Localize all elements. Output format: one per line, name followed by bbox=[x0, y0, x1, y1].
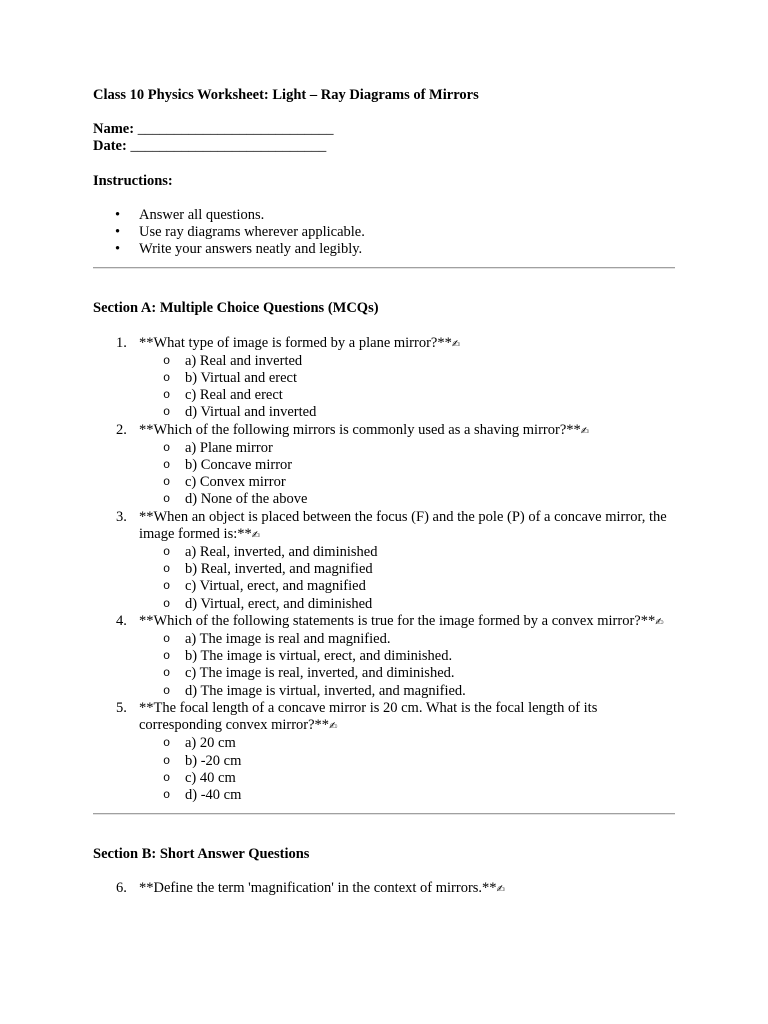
spacer bbox=[93, 104, 675, 121]
option-text: c) 40 cm bbox=[185, 769, 236, 786]
instruction-item: • Answer all questions. bbox=[139, 207, 675, 224]
options-list bbox=[139, 440, 675, 509]
option-text: a) Plane mirror bbox=[185, 439, 273, 456]
option-item bbox=[163, 370, 675, 387]
option-item bbox=[163, 578, 675, 595]
option-text: c) Virtual, erect, and magnified bbox=[185, 578, 366, 595]
section-b-heading: Section B: Short Answer Questions bbox=[93, 846, 310, 863]
name-label: Name: bbox=[93, 121, 135, 138]
option-text: c) The image is real, inverted, and diminished. bbox=[185, 665, 455, 682]
question-text-content: **Define the term 'magnification' in the context of mirrors.** bbox=[139, 880, 497, 897]
name-blank: ___________________________ bbox=[137, 121, 334, 138]
instruction-item: • Write your answers neatly and legibly. bbox=[139, 241, 675, 258]
option-item bbox=[163, 595, 675, 613]
option-text: b) The image is virtual, erect, and diminished. bbox=[185, 648, 453, 665]
option-text: c) Convex mirror bbox=[185, 474, 286, 491]
option-item bbox=[163, 439, 675, 457]
option-item bbox=[163, 404, 675, 421]
question-text bbox=[139, 335, 675, 353]
question-text bbox=[139, 422, 675, 440]
option-item bbox=[163, 786, 675, 804]
question-text-content: **Which of the following mirrors is commonly used as a shaving mirror?** bbox=[139, 421, 581, 438]
option-bullet: o bbox=[163, 492, 171, 507]
options-list bbox=[139, 353, 675, 422]
option-item bbox=[163, 474, 675, 491]
option-item bbox=[163, 387, 675, 404]
question-item bbox=[93, 613, 675, 700]
option-bullet: o bbox=[163, 388, 171, 403]
question-item bbox=[93, 335, 675, 422]
instruction-item: • Use ray diagrams wherever applicable. bbox=[139, 224, 675, 241]
question-number: 4. bbox=[116, 612, 127, 629]
writing-hand-icon: ✍ bbox=[329, 721, 338, 733]
option-bullet: o bbox=[163, 440, 171, 455]
instructions-list bbox=[93, 207, 675, 259]
instructions-heading: Instructions: bbox=[93, 172, 173, 189]
option-bullet: o bbox=[163, 579, 171, 594]
option-bullet: o bbox=[163, 596, 171, 611]
name-field bbox=[93, 121, 675, 138]
option-text: b) Concave mirror bbox=[185, 457, 293, 474]
question-number: 5. bbox=[116, 699, 127, 716]
worksheet-title: Class 10 Physics Worksheet: Light – Ray Diagrams of Mirrors bbox=[93, 87, 479, 103]
question-text-content: **When an object is placed between the focus (F) and the pole (P) of a concave mirror, the image formed is:** bbox=[139, 508, 667, 542]
option-bullet: o bbox=[163, 458, 171, 473]
option-item bbox=[163, 682, 675, 700]
option-text: a) Real, inverted, and diminished bbox=[185, 544, 378, 561]
option-bullet: o bbox=[163, 753, 171, 768]
option-bullet: o bbox=[163, 405, 171, 420]
question-text-content: **What type of image is formed by a plane mirror?** bbox=[139, 334, 452, 351]
option-item bbox=[163, 735, 675, 752]
option-bullet: o bbox=[163, 562, 171, 577]
writing-hand-icon: ✍ bbox=[251, 529, 261, 541]
section-a-heading: Section A: Multiple Choice Questions (MCQs) bbox=[93, 300, 379, 317]
option-text: b) Real, inverted, and magnified bbox=[185, 561, 373, 578]
option-item bbox=[163, 561, 675, 578]
question-text-content: **The focal length of a concave mirror is 20 cm. What is the focal length of its corresponding convex mirror?** bbox=[139, 699, 598, 734]
section-divider bbox=[93, 813, 675, 815]
options-list bbox=[139, 544, 675, 613]
option-text: b) Virtual and erect bbox=[185, 370, 297, 387]
question-number: 1. bbox=[116, 334, 127, 351]
option-item bbox=[163, 648, 675, 665]
date-blank: ___________________________ bbox=[130, 138, 327, 155]
writing-hand-icon: ✍ bbox=[451, 338, 461, 350]
section-a-questions bbox=[93, 335, 675, 804]
writing-hand-icon: ✍ bbox=[580, 425, 590, 437]
option-item bbox=[163, 491, 675, 508]
writing-hand-icon: ✍ bbox=[496, 884, 505, 896]
question-text-content: **Which of the following statements is true for the image formed by a convex mirror?** bbox=[139, 612, 656, 629]
question-item bbox=[93, 422, 675, 509]
option-item bbox=[163, 665, 675, 682]
question-text bbox=[139, 509, 675, 544]
writing-hand-icon: ✍ bbox=[655, 616, 664, 628]
option-text: a) Real and inverted bbox=[185, 352, 303, 369]
option-bullet: o bbox=[163, 475, 171, 490]
option-item bbox=[163, 544, 675, 561]
question-number: 6. bbox=[116, 880, 127, 897]
option-text: a) 20 cm bbox=[185, 735, 236, 752]
options-list bbox=[139, 631, 675, 700]
option-bullet: o bbox=[163, 371, 171, 386]
section-b-questions bbox=[93, 880, 675, 898]
option-text: d) None of the above bbox=[185, 491, 308, 508]
option-bullet: o bbox=[163, 632, 171, 647]
option-bullet: o bbox=[163, 666, 171, 681]
option-text: d) -40 cm bbox=[185, 786, 242, 803]
options-list bbox=[139, 735, 675, 804]
option-text: d) Virtual, erect, and diminished bbox=[185, 595, 373, 612]
option-bullet: o bbox=[163, 770, 171, 785]
option-item bbox=[163, 457, 675, 474]
question-item bbox=[93, 700, 675, 804]
question-text bbox=[139, 613, 675, 631]
option-bullet: o bbox=[163, 683, 171, 698]
section-divider bbox=[93, 267, 675, 269]
option-text: c) Real and erect bbox=[185, 387, 283, 404]
question-item bbox=[93, 880, 675, 898]
option-bullet: o bbox=[163, 545, 171, 560]
question-number: 3. bbox=[116, 508, 127, 525]
option-bullet: o bbox=[163, 787, 171, 802]
question-text bbox=[139, 700, 675, 735]
option-item bbox=[163, 752, 675, 770]
option-text: d) The image is virtual, inverted, and magnified. bbox=[185, 682, 466, 699]
question-item bbox=[93, 509, 675, 613]
option-item bbox=[163, 352, 675, 370]
option-item bbox=[163, 631, 675, 648]
option-item bbox=[163, 769, 675, 787]
option-bullet: o bbox=[163, 649, 171, 664]
option-text: b) -20 cm bbox=[185, 752, 242, 769]
question-text bbox=[139, 880, 675, 898]
question-number: 2. bbox=[116, 421, 127, 438]
option-bullet: o bbox=[163, 353, 171, 368]
date-field bbox=[93, 138, 675, 155]
date-label: Date: bbox=[93, 138, 127, 155]
option-bullet: o bbox=[163, 736, 171, 751]
option-text: d) Virtual and inverted bbox=[185, 404, 317, 421]
worksheet-page bbox=[93, 87, 675, 899]
option-text: a) The image is real and magnified. bbox=[185, 631, 391, 648]
